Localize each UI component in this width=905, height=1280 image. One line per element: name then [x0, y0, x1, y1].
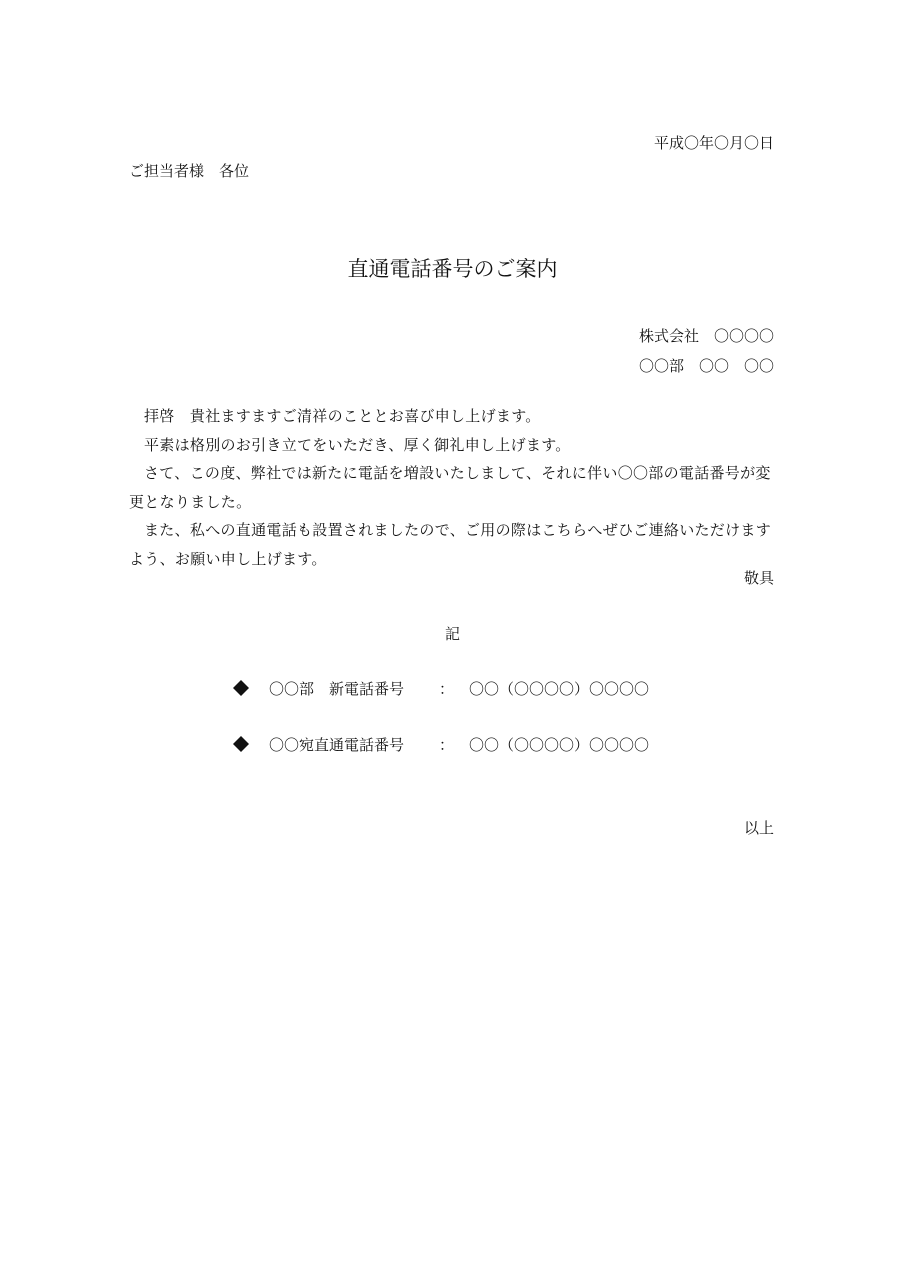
recipient-line: ご担当者様 各位: [129, 162, 250, 180]
letter-date: 平成〇年〇月〇日: [653, 134, 774, 152]
item-label: 〇〇宛直通電話番号: [269, 736, 405, 754]
diamond-bullet-icon: [233, 736, 249, 752]
letter-body: [129, 402, 777, 573]
body-paragraph: 拝啓 貴社ますますご清祥のこととお喜び申し上げます。: [144, 407, 541, 425]
body-paragraph: 平素は格別のお引き立てをいただき、厚く御礼申し上げます。: [144, 435, 571, 454]
info-list: [233, 678, 733, 790]
closing-keigu: 敬具: [743, 569, 774, 587]
list-item: [233, 678, 733, 734]
item-label: 〇〇部 新電話番号: [269, 680, 405, 698]
body-paragraph: さて、この度、弊社では新たに電話を増設いたしまして、それに伴い〇〇部の電話番号が変更となりました。: [129, 464, 771, 511]
closing-ijou: 以上: [743, 819, 774, 837]
ki-heading: 記: [444, 625, 460, 643]
body-paragraph: また、私への直通電話も設置されましたので、ご用の際はこちらへぜひご連絡いただけますよう、お願い申し上げます。: [129, 521, 772, 568]
list-item: [233, 734, 733, 790]
sender-department-person: 〇〇部 〇〇 〇〇: [638, 357, 774, 375]
item-phone-value: 〇〇（〇〇〇〇）〇〇〇〇: [469, 736, 650, 754]
document-title: 直通電話番号のご案内: [347, 257, 558, 281]
diamond-bullet-icon: [233, 680, 249, 696]
item-colon: ：: [439, 736, 455, 754]
item-colon: ：: [439, 680, 455, 698]
sender-block: [639, 321, 774, 381]
sender-company: 株式会社 〇〇〇〇: [638, 327, 774, 345]
item-phone-value: 〇〇（〇〇〇〇）〇〇〇〇: [469, 680, 650, 698]
